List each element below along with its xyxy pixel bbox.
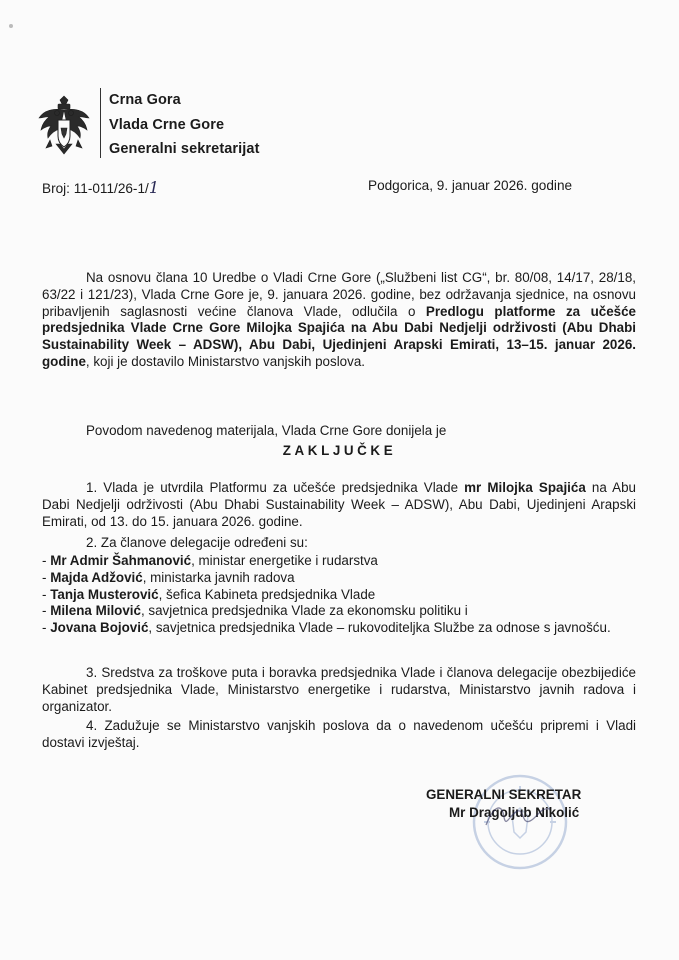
member-role: , ministarka javnih radova	[142, 569, 295, 585]
header-divider	[100, 88, 101, 158]
org-country: Crna Gora	[109, 92, 181, 108]
member-name: Milena Milović	[50, 603, 141, 619]
member-name: Tanja Musterović	[50, 586, 159, 602]
member-name: Majda Adžović	[50, 569, 143, 585]
intro-text-bold: Predlogu platforme za učešće predsjednika Vlade Crne Gore Milojka Spajića na Abu Dabi Nedjelji održivosti (Abu Dhabi Sustainability Week – ADSW), Abu Dabi, Ujedinjeni Arapski Emirati, 13–15. januar 2026. godine	[42, 303, 636, 369]
delegation-list	[42, 553, 636, 637]
conclusion-4: 4. Zadužuje se Ministarstvo vanjskih poslova da o navedenom učešću pripremi i Vladi dostavi izvještaj.	[42, 718, 636, 750]
list-item: - Tanja Musterović, šefica Kabineta predsjednika Vlade	[42, 586, 376, 602]
conclusion-1-pre: 1. Vlada je utvrdila Platformu za učešće predsjednika Vlade	[86, 480, 465, 495]
list-item: - Jovana Bojović, savjetnica predsjednika Vlade – rukovoditeljka Službe za odnose s javnošću.	[42, 620, 611, 636]
intro-text-part1: Na osnovu člana 10 Uredbe o Vladi Crne Gore („Službeni list CG“, br. 80/08, 14/17, 28/18, 63/22 i 121/23), Vlada Crne Gore je, 9. januara 2026. godine, bez održavanja sjednice, na osnovu pribavljenih saglasnosti većine članova Vlade, odlučila o	[42, 270, 636, 319]
member-role: , savjetnica predsjednika Vlade za ekonomsku politiku i	[140, 603, 468, 619]
org-secretariat: Generalni sekretarijat	[109, 141, 260, 157]
conclusion-1-bold: mr Milojka Spajića	[464, 480, 586, 495]
member-role: , šefica Kabineta predsjednika Vlade	[158, 586, 376, 602]
conclusion-3: 3. Sredstva za troškove puta i boravka predsjednika Vlade i članova delegacije obezbijediće Kabinet predsjednika Vlade, Ministarstvo energetike i rudarstva, Ministarstvo javnih radova i organizator.	[42, 665, 636, 714]
list-item: - Majda Adžović, ministarka javnih radova	[42, 569, 295, 585]
scan-speck	[9, 24, 13, 28]
montenegro-coat-of-arms-icon	[36, 94, 92, 158]
list-item: - Mr Admir Šahmanović, ministar energetike i rudarstva	[42, 553, 378, 568]
conclusion-1-post: na Abu Dabi Nedjelji održivosti (Abu Dhabi Sustainability Week – ADSW), Abu Dabi, Ujedinjeni Arapski Emirati, od 13. do 15. januara 2026. godine.	[42, 480, 637, 529]
conclusion-2-heading: 2. Za članove delegacije određeni su:	[86, 535, 308, 550]
reference-number-label: Broj: 11-011/26-1/	[42, 181, 149, 196]
conclusion-1	[42, 480, 636, 530]
reference-number	[42, 178, 159, 197]
intro-paragraph	[42, 270, 636, 371]
signatory-name: Mr Dragoljub Nikolić	[449, 805, 580, 820]
intro-line2: Povodom navedenog materijala, Vlada Crne Gore donijela je	[86, 423, 447, 438]
conclusions-heading: ZAKLJUČKE	[282, 443, 397, 458]
list-item: - Milena Milović, savjetnica predsjednika Vlade za ekonomsku politiku i	[42, 603, 468, 619]
org-government: Vlada Crne Gore	[109, 117, 225, 133]
reference-number-handwritten: 1	[148, 178, 159, 197]
member-role: , ministar energetike i rudarstva	[191, 553, 378, 568]
signatory-title: GENERALNI SEKRETAR	[426, 787, 582, 802]
member-role: , savjetnica predsjednika Vlade – rukovoditeljka Službe za odnose s javnošću.	[148, 620, 611, 636]
member-name: Mr Admir Šahmanović	[50, 553, 192, 568]
member-name: Jovana Bojović	[50, 620, 149, 636]
handwritten-signature-icon	[480, 795, 560, 835]
intro-text-part2: , koji je dostavilo Ministarstvo vanjskih poslova.	[85, 353, 365, 369]
place-date: Podgorica, 9. januar 2026. godine	[368, 178, 573, 193]
